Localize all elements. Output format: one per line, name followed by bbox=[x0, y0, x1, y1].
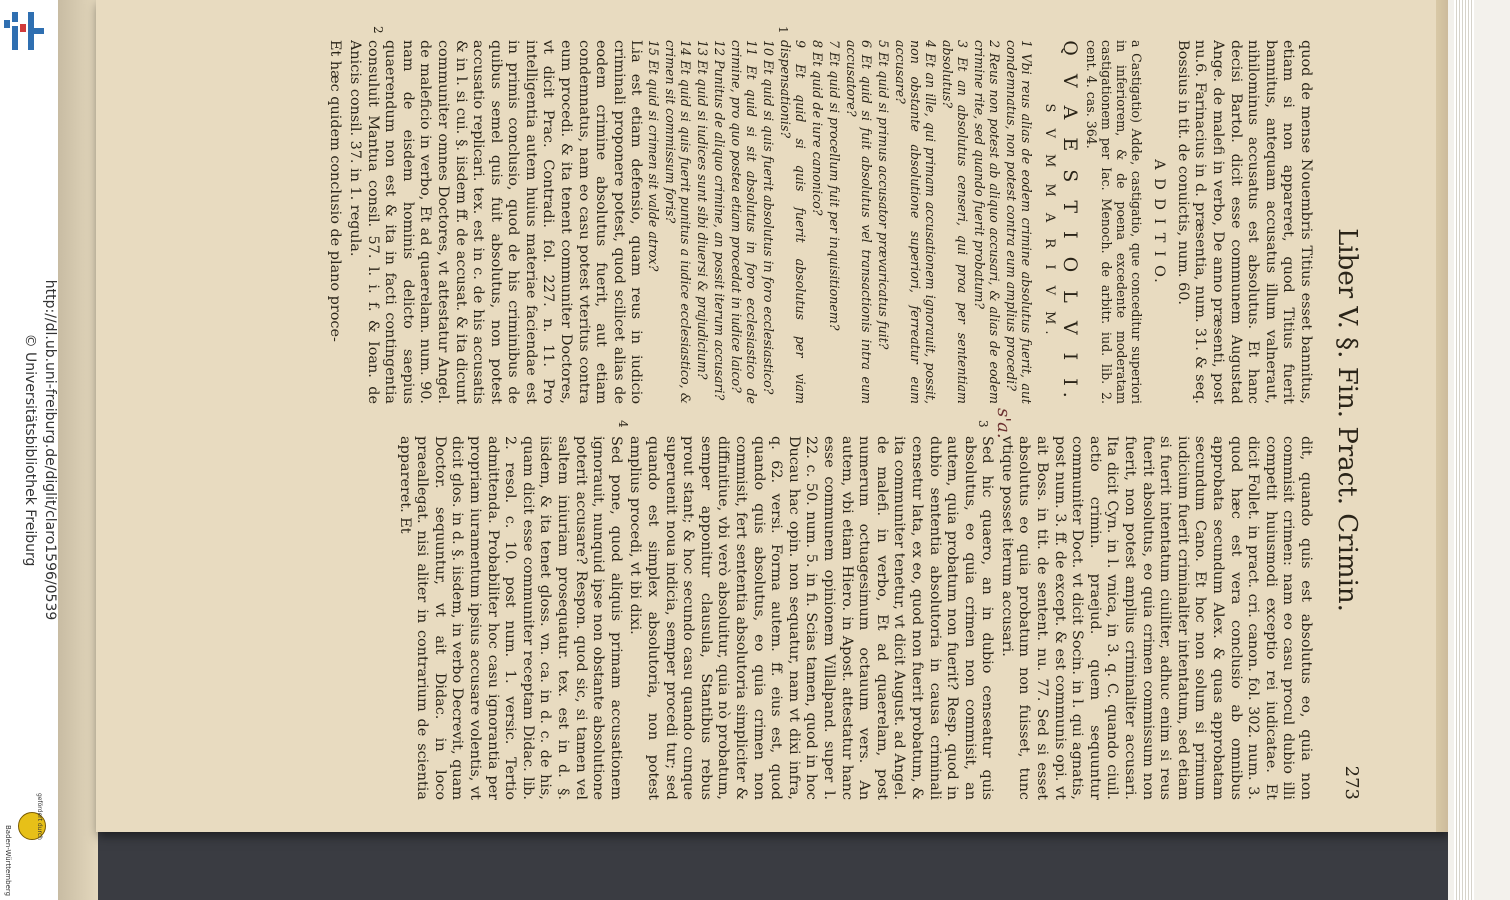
summary-item: 7 Et quid si procellum fuit per inquisitionem? bbox=[827, 40, 843, 331]
page-stack bbox=[1448, 0, 1510, 900]
summary-item: 11 Et quid si sit absolutus in foro ecclesiastico de crimine, pro quo postea etiam procedat in iudice laico? bbox=[729, 40, 760, 404]
left-column bbox=[324, 40, 1314, 404]
summary-item: 8 Et quid de iure canonico? bbox=[810, 40, 826, 216]
summary-item: 1 Vbi reus alias de eodem crimine absolutus fuerit, aut condemnatus, non potest contra eum amplius procedi? bbox=[1004, 40, 1035, 404]
viewer-sidebar bbox=[0, 0, 58, 900]
addition-title: A D D I T I O. bbox=[1151, 159, 1168, 285]
handwritten-mark: s'a. bbox=[993, 408, 1014, 439]
paragraph: quod de mense Nouembris Titius esset bannitus, etiam si non appareret, quod Titius fuerit bannitus, antequam accusatus illum valneraut, nihilominus accusatus est absolutus. Et hanc decisi Bartol. dicit esse communem Augustad Ange. de malefi in verbo, De anno præsenti, post nu.6. Farinacius in d. præsentia, num. 31. & seq. Bossius in tit. de conuictis, num. 60. bbox=[1174, 40, 1314, 404]
right-column bbox=[324, 436, 1314, 800]
paragraph: Sed hic quaero, an in dubio censeatur quis absolutus, eo quia crimen non commisit, an autem, quia probatum non fuerit? Resp. quod in dubio sententia absolutoria in causa criminali censetur lata, ex eo, quod non fuerit probatum, & ita communiter tenetur, vt dicit August. ad Angel. de malefi. in verbo, Et ad quaerelam, post numerum octuagesimum octauum vers. An autem, vbi etiam Hiero. in Apost. attestatur hanc esse communem opinionem Villalpand. super l. 22. c. 50. num. 5. in fi. Scias tamen, quod in hoc Ducau hac opin. non sequatur, nam vt dixi infra, q. 62. versi. Forma autem. ff. eius est, quod quando quis absolutus, eo quia crimen non commisit, fert sententia absolutoria simpliciter & diffinitiue, vbi verò absoluitur, quia nò probatum, semper apponitur clausula, Stantibus rebus prout stant; & hoc secundo casu quando cunque superuenit noua indicia, semper procedi tur; sed quando est simplex absolutoria, non potest amplius procedi, vt ibi dixi. bbox=[627, 436, 996, 800]
paragraph: Et hæc quidem conclusio de plano proce- bbox=[327, 40, 344, 342]
summary-item: 2 Reus non potest ab aliquo accusari, & alias de eodem crimine rite, sed quando fuerit probatum? bbox=[972, 40, 1003, 404]
funder-label: gefördert durch bbox=[36, 793, 43, 840]
permalink-url[interactable]: http://dl.ub.uni-freiburg.de/diglit/claro1596/0539 bbox=[42, 279, 58, 621]
summary-item: 3 Et an absolutus censeri, qui proa per sententiam absolutus? bbox=[940, 40, 971, 404]
funder-name: Baden-Württemberg bbox=[4, 824, 12, 896]
summary-item: 12 Punitus de aliquo crimine, an possit iterum accusari? bbox=[712, 40, 728, 401]
paragraph: dit, quando quis est absolutus eo, quia non commisit crimen: nam eo casu procul dubio illi competit huiusmodi exceptio rei iudicatae. Et dicit Follet. in pract. cri. canon. fol. 302. num. 3. quod hæc est vera conclusio ab omnibus approbata secundum Alex. & quas approbatam secundum Cano. Et hoc non solum si primum iudicium fuerit criminaliter intentatum, sed etiam si fuerit intentatum ciuiliter, adhuc enim si reus fuerit absolutus, eo quia crimen commissum non fuerit, non potest amplius criminaliter accusari. Ita dicit Cyn. in l. vnica, in 3. q. C. quando ciuil. actio crimin. praejud. quem sequuntur communiter Doct. vt dicit Socin. in l. qui agnatis, post num. 3. ff. de except. & est communis opi. vt ait Boss. in tit. de sentent. nu. 77. Sed si esset absolutus eo quia probatum non fuisset, tunc vtique posset iterum accusari. bbox=[998, 436, 1314, 800]
summary-item: 15 Et quid si crimen sit valde atrox? bbox=[646, 40, 662, 272]
summary-item: 5 Et quid si primus accusator prævaricatus fuit? bbox=[876, 40, 892, 350]
summary-item: 10 Et quid si quis fuerit absolutus in foro ecclesiastico? bbox=[761, 40, 777, 395]
summary-item: 13 Et quid si iudices sunt sibi diuersi & prajudicium? bbox=[695, 40, 711, 380]
folio-number: 273 bbox=[1341, 765, 1362, 800]
copyright-line: © Universitätsbibliothek Freiburg bbox=[22, 333, 38, 567]
summary-item: 14 Et quid si quis fuerit punitus a iudice ecclesiastico, & crimen sit commissum foris? bbox=[663, 40, 694, 404]
printed-text-area bbox=[270, 26, 1370, 820]
summary-item: 9 Et quid si quis fuerit absolutus per viam dispensationis? bbox=[778, 40, 809, 404]
rotated-page-content bbox=[290, 26, 1370, 800]
summary-item: 4 Et an ille, qui primam accusationem ignorauit, possit, non obstante absolutione superiori, ferreatur eum accusare? bbox=[893, 40, 939, 404]
citation-text bbox=[20, 280, 60, 621]
page-gutter bbox=[58, 0, 98, 900]
summary-title: S V M M A R I V M. bbox=[1042, 103, 1058, 341]
margin-number: 1 bbox=[776, 26, 790, 34]
addition-text: a Castigatio) Adde, castigatio, que conceditur superiori in inferiorem, & de poena excedente moderatam castigationem per Iac. Menoch. de arbitr. iud. lib. 2. cent. 4. cas. 364. bbox=[1083, 40, 1144, 404]
paragraph: Sed pone, quod aliquis primam accusationem ignorauit, nunquid ipse non obstante absolutione poterit accusare? Respon. quod sic, si tamen vel saltem iniuriam prosequatur. tex. est in d. §. iisdem, & ita tenet gloss. vn. ca. in d. c. de his, quam dicit esse communiter receptam Didac. lib. 2. resol. c. 10. post num. 1. versic. Tertio admittenda. Probabiliter hoc casu ignorantia per propriam iuramentum ipsius accusare volentis, vt dicit glos. in d. §. iisdem, in verbo Decrevit, quam Doctor. sequuntur, vt ait Didac. in loco praeallegat. nisi aliter in contrarium de scientia appareret. Et bbox=[396, 436, 624, 800]
question-title: Q V A E S T I O L V I I. bbox=[1058, 40, 1081, 404]
ub-freiburg-logo-icon[interactable] bbox=[0, 6, 48, 56]
margin-number: 2 bbox=[371, 26, 385, 34]
margin-number: 3 bbox=[976, 420, 990, 428]
running-head: Liber V. §. Fin. Pract. Crimin. bbox=[1332, 228, 1362, 612]
summary-item: 6 Et quid si fuit absolutus vel transactionis intra eum accusatore? bbox=[844, 40, 875, 404]
margin-number: 4 bbox=[616, 420, 630, 428]
paragraph: Lia est etiam defensio, quam reus in iudicio criminali proponere potest, quod scilicet alias de eodem crimine absolutus fuerit, aut etiam condemnatus, nam eo casu potest vteritus contra eum procedi. & ita tenent communiter Doctores, vt dicit Prac. Contradi. fol. 227. n. 11. Pro intelligentia autem huius materiae faciendae est in primis conclusio, quod de his criminibus de quibus semel quis fuit absolutus, non potest accusatio replicari. tex. est in c. de his accusatis & in l. si cui. §. iisdem ff. de accusat. & ita dicunt communiter omnes Doctores, vt attestatur Angel. de maleficio in verbo, Et ad quaerelam. num. 90. nam de eisdem hominis delicto saepius quaerendum non est & ita in facti contingentia consuluit Mantua consil. 57. l. i. f. & Ioan. de Anicis consil. 37. in 1. regula. bbox=[346, 40, 645, 404]
